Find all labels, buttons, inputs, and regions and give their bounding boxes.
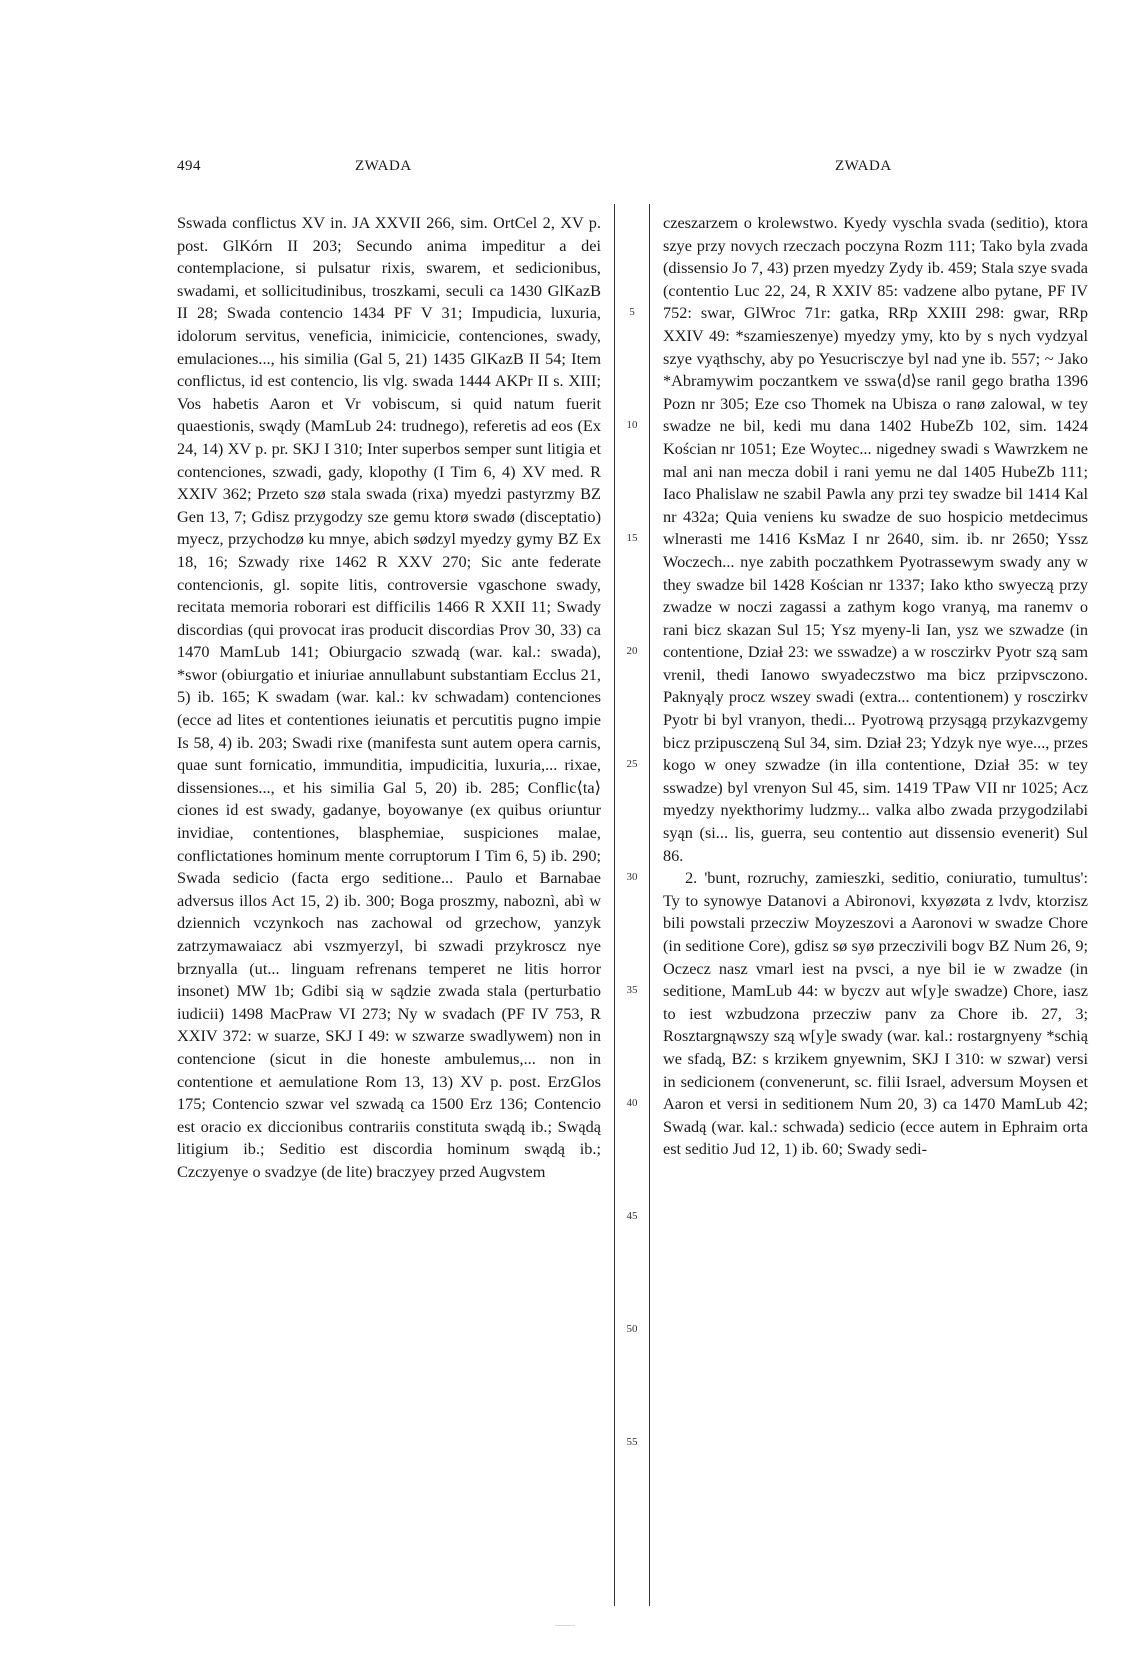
- left-column-text: Sswada conflictus XV in. JA XXVII 266, sim. OrtCel 2, XV p. post. GlKórn II 203; Secundo anima impeditur a dei contemplacione, si pulsatur rixis, swarem, et sedicionibus, swadami, et sollicitudinibus, troszkami, seculi ca 1430 GlKazB II 28; Swada contencio 1434 PF V 31; Impudicia, luxuria, idolorum servitus, veneficia, inimicicie, contenciones, swady, emulaciones..., his similia (Gal 5, 21) 1435 GlKazB II 54; Item conflictus, id est contencio, lis vlg. swada 1444 AKPr II s. XIII; Vos habetis Aaron et Vr vobiscum, si quid natum fuerit quaestionis, swądy (MamLub 24: trudnego), referetis ad eos (Ex 24, 14) XV p. pr. SKJ I 310; Inter superbos semper sunt litigia et contenciones, szwadi, gady, klopothy (I Tim 6, 4) XV med. R XXIV 362; Przeto szø stala swada (rixa) myedzi pastyrzmy BZ Gen 13, 7; Gdisz przygodzy sze gemu ktorø swadø (disceptatio) myecz, przychodzø ku mnye, abich sødzyl myedzy gymy BZ Ex 18, 16; Szwady rixe 1462 R XXV 270; Sic ante federate contencionis, gl. sopite litis, controversie vgaschone swady, recitata memoria roborari est difficilis 1466 R XXII 11; Swady discordias (qui provocat iras producit discordias Prov 30, 33) ca 1470 MamLub 141; Obiurgacio szwadą (war. kal.: swada), *swor (obiurgatio et iniuriae annullabunt substantiam Ecclus 21, 5) ib. 165; K swadam (war. kal.: kv schwadam) contenciones (ecce ad lites et contentiones ieiunatis et percutitis pugno impie Is 58, 4) ib. 203; Swadi rixe (manifesta sunt autem opera carnis, quae sunt fornicatio, immunditia, impudicitia, luxuria,... rixae, dissensiones..., et his similia Gal 5, 20) ib. 285; Conflic⟨ta⟩ciones id est swady, gadanye, boyowanye (ex quibus oriuntur invidiae, contentiones, blasphemiae, suspiciones malae, conflictationes hominum mente corruptorum I Tim 6, 5) ib. 290; Swada sedicio (facta ergo seditione... Paulo et Barnabae adversus illos Act 15, 2) ib. 300; Boga proszmy, naboznì, abì w dziennich vczynkoch nas zachowal od grzechow, yanzyk zatrzymawaiacz abi vszmyerzyl, bi szwadi przykroscz nye brznyalla (ut... linguam refrenans temperet ne litis horror insonet) MW 1b; Gdibi sią w sądzie zwada stala (perturbatio iudicii) 1498 MacPraw VI 273; Ny w svadach (PF IV 753, R XXIV 372: w suarze, SKJ I 49: w szwarze swadlywem) non in contencione (sicut in die honeste ambulemus,... non in contentione et aemulatione Rom 13, 13) XV p. post. ErzGlos 175; Contencio szwar vel szwadą ca 1500 Erz 136; Contencio est oracio ex diccionibus contrariis constituta swądą ib.; Swądą litigium ib.; Seditio est discordia hominum swądą ib.; Czczyenye o svadzye (de lite) braczyey przed Augvstem: [177, 213, 601, 1181]
- right-running-title: ZWADA: [835, 158, 892, 174]
- line-number: 20: [626, 645, 638, 657]
- footer-mark: [555, 1625, 575, 1626]
- line-number: 30: [626, 871, 638, 883]
- right-column: [663, 212, 1088, 1161]
- running-header: [0, 158, 1125, 182]
- line-number: 50: [626, 1323, 638, 1335]
- left-column: [177, 212, 601, 1184]
- page-number: 494: [177, 158, 201, 174]
- left-running-title: ZWADA: [355, 158, 412, 174]
- line-number: 35: [626, 984, 638, 996]
- column-rule-right: [649, 204, 650, 1606]
- right-column-paragraph-2: 2. 'bunt, rozruchy, zamieszki, seditio, coniuratio, tumultus': Ty to synowye Datanovi a Abironovi, kxyøzøta z lvdv, ktorzisz bili powstali przecziw Moyzeszovi a Aaronovi w swadze Chore (in seditione Core), gdisz sø syø przeczivili bogv BZ Num 26, 9; Oczecz nasz vmarl iest na pvsci, a nye bil ie w zwadze (in seditione, MamLub 44: w byczv aut w[y]e swadze) Chore, iasz to iest wzbudzona przecziw panv za Chore ib. 27, 3; Rosztargnąwszy szą w[y]e swady (war. kal.: rostargnyeny *schią we sfadą, BZ: s krzikem gnyewnim, SKJ I 310: w szwar) versi in sedicionem (convenerunt, sc. filii Israel, adversum Moysen et Aaron et versi in seditionem Num 20, 3) ca 1470 MamLub 42; Swadą (war. kal.: schwada) sedicio (ecce autem in Ephraim orta est seditio Jud 12, 1) ib. 60; Swady sedi-: [663, 868, 1088, 1159]
- line-number: 55: [626, 1436, 638, 1448]
- column-rule-left: [614, 204, 615, 1606]
- right-column-paragraph-1: czeszarzem o krolewstwo. Kyedy vyschla svada (seditio), ktora szye przy novych rzeczach poczyna Rozm 111; Tako byla zvada (dissensio Jo 7, 43) przen myedzy Zydy ib. 459; Stala szye svada (contentio Luc 22, 24, R XXIV 85: vadzene albo pytane, PF IV 752: swar, GlWroc 71r: gatka, RRp XXIII 298: gwar, RRp XXIV 49: *szamieszenye) myedzy ymy, kto by s nych vydzyal szye vyąthschy, aby po Yesucrisczye byl nad yne ib. 557; ~ Jako *Abramywim poczantkem ve sswa⟨d⟩se ranil gego bratha 1396 Pozn nr 305; Eze cso Thomek na Ubisza o ranø zalowal, w tey swadze ne bil, kedi mu dana 1402 HubeZb 102, sim. 1424 Kościan nr 1051; Eze Woytec... nigedney swadi s Wawrzkem ne mal ani nan mecza dobil i rani yemu ne dal 1405 HubeZb 111; Iaco Phalislaw ne szabil Pawla any przi tey swadze bil 1414 Kal nr 432a; Quia veniens ku swadze de suo hospicio metdecimus wlnerasti me 1416 KsMaz I nr 2640, sim. ib. nr 2650; Yssz Woczech... nye zabith poczathkem Pyotrassewym swady any w they swadze bil 1428 Kościan nr 1337; Iako ktho swyeczą przy zwadze w noczi zagassi a zathym kogo vranyą, ma ranemv o rani bicz skazan Sul 15; Ysz myeny-li Ian, ysz we szwadze (in contentione, Dział 23: we sswadze) a w rosczirkv Pyotr szą sam vrenil, thedi Ianowo swyadeczstwo ma bicz przipvsczono. Paknyąly procz wszey swadi (extra... contentionem) y rosczirkv Pyotr bi byl vranyon, thedi... Pyotrową przysągą przykazvgemy bicz przipusczeną Sul 34, sim. Dział 23; Ydzyk nye wye..., przes kogo w oney szwadze (in illa contentione, Dział 35: w tey sswadze) byl vrenyon Sul 45, sim. 1419 TPaw VII nr 1025; Acz myedzy nyekthorimy ludzmy... valka albo zwada przygodzilabi syąn (si... lis, guerra, seu contentio aut dissensio evenerit) Sul 86.: [663, 213, 1088, 865]
- line-number: 25: [626, 758, 638, 770]
- line-number: 45: [626, 1210, 638, 1222]
- line-number: 10: [626, 419, 638, 431]
- line-number: 5: [629, 306, 635, 318]
- line-number: 15: [626, 532, 638, 544]
- line-number: 40: [626, 1097, 638, 1109]
